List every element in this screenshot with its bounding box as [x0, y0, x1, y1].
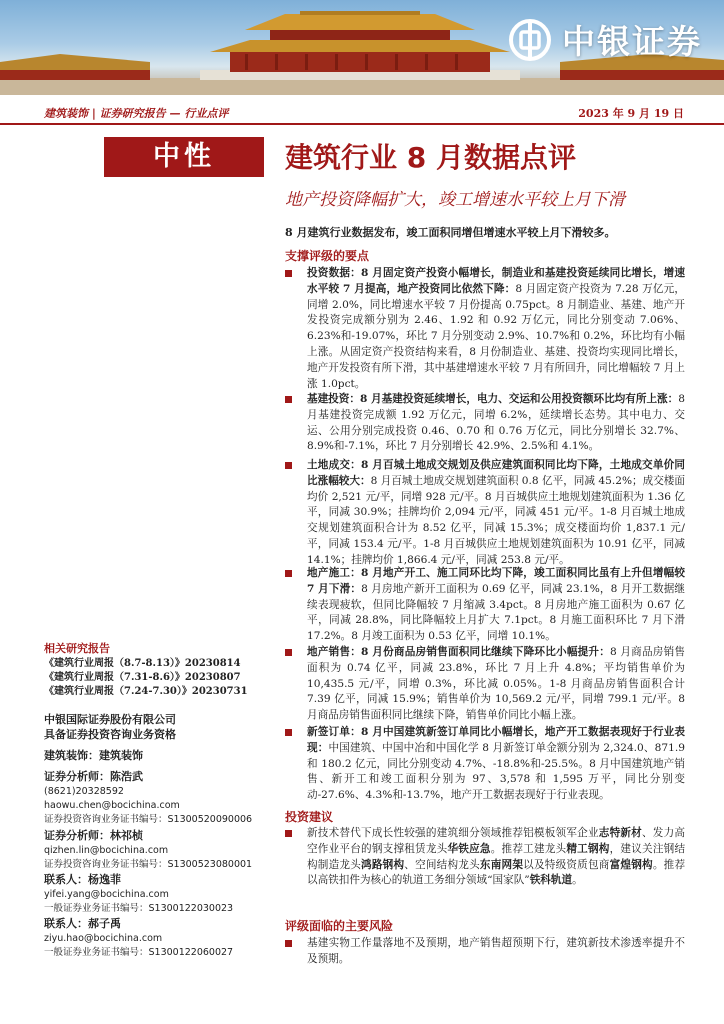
brand	[508, 16, 702, 63]
bullet-advice	[285, 826, 685, 889]
bullet-body: 8 月固定资产投资为 7.28 万亿元，同增 2.0%，同比增速水平较 7 月份提高 0.75pct。8 月制造业、基建、地产开发投资完成额分别为 2.46、1.92 和 0.92 万亿元，同比分别变动 7.06%、6.23%和-19.07%，环比 7 月分别变动 2.9%、10.7%和 0.2%，环比均有小幅上涨。从固定资产投资结构来看，8 月份制造业、基建、投资均实现同比增长，地产开发投资有所下滑，其中基建增速水平较 7 月有所回升，同比增幅较 7 月上涨 1.0pct。	[307, 282, 685, 390]
stock-name: 铁科轨道	[529, 874, 573, 887]
report-subtitle: 地产投资降幅扩大，竣工增速水平较上月下滑	[285, 190, 625, 210]
bullet-risk	[285, 936, 685, 968]
divider	[0, 123, 724, 125]
brand-name: 中银证券	[562, 22, 702, 61]
stock-name: 东南网架	[479, 858, 524, 871]
advice-text: ，建议关注钢结构制造龙头	[307, 842, 686, 871]
company-name: 中银国际证券股份有限公司	[44, 713, 176, 726]
report-summary: 8 月建筑行业数据发布，竣工面积同增但增速水平较上月下滑较多。	[285, 226, 616, 239]
advice-text: 。推荐以高铁扣件为核心的轨道工务细分领域“国家队”	[307, 858, 686, 887]
analyst-role: 证券分析师：林祁桢	[44, 829, 143, 842]
report-category: 建筑装饰 | 证券研究报告 — 行业点评	[44, 107, 229, 120]
sector-label: 建筑装饰：建筑装饰	[44, 749, 143, 762]
meta-bar	[44, 103, 684, 123]
advice-text: 、发力高空作业平台的钢支撑租赁龙头	[307, 827, 686, 855]
related-report-link[interactable]: 《建筑行业周报（7.24-7.30）》20230731	[44, 685, 248, 697]
bullet-sales	[285, 645, 685, 724]
bullet-square-icon	[285, 270, 292, 277]
bullet-head: 基建投资：8 月基建投资延续增长，电力、交运和公用投资额环比均有所上涨：	[307, 393, 679, 405]
sector-info	[44, 749, 274, 764]
bullet-body: 8 月基建投资完成额 1.92 万亿元，同增 6.2%，延续增长态势。其中电力、交运、公用分别完成投资 0.46、0.70 和 0.76 万亿元，同比分别增长 32.7%、8.9%和-7.1%，环比 7 月分别增长 42.9%、2.5%和 4.1%。	[307, 393, 685, 453]
contact-role: 联系人：杨逸菲	[44, 873, 121, 886]
bullet-orders	[285, 725, 685, 804]
contact-1	[44, 873, 274, 916]
contact-cert: 一般证券业务证书编号：S1300122060027	[44, 946, 234, 958]
advice-text: 。	[572, 874, 583, 887]
contact-email[interactable]: yifei.yang@bocichina.com	[44, 888, 169, 900]
header-banner	[0, 0, 724, 95]
related-head: 相关研究报告	[44, 642, 110, 655]
analyst-2	[44, 829, 274, 872]
advice-text: 以及特级资质包商	[523, 858, 610, 871]
bullet-infrastructure	[285, 392, 685, 455]
bullet-body: 8 月房地产新开工面积为 0.69 亿平，同减 23.1%，8 月开工数据继续表现疲软，但同比降幅较 7 月缩减 3.4pct。8 月房地产施工面积为 0.67 亿平，同减 28.8%，同比降幅较上月扩大 7.1pct。8 月施工面积环比 7 月下滑 17.2%。8 月竣工面积为 0.53 亿平，同增 10.1%。	[307, 582, 686, 643]
analyst-1	[44, 770, 274, 827]
bullet-investment	[285, 266, 685, 392]
related-report-link[interactable]: 《建筑行业周报（7.31-8.6）》20230807	[44, 671, 241, 683]
stock-name: 鸿路钢构	[361, 858, 405, 871]
bullet-head: 新签订单：8 月中国建筑新签订单同比小幅增长，地产开工数据表现好于行业表现：	[307, 726, 685, 754]
contact-2	[44, 917, 274, 960]
stock-name: 富煌钢构	[609, 858, 653, 871]
bullet-head: 土地成交：8 月百城土地成交规划及供应建筑面积同比均下降，土地成交单价同比涨幅较大：	[307, 459, 685, 487]
bullet-construction	[285, 566, 685, 645]
related-report-link[interactable]: 《建筑行业周报（8.7-8.13）》20230814	[44, 657, 241, 669]
contact-email[interactable]: ziyu.hao@bocichina.com	[44, 932, 163, 944]
section-head-risk: 评级面临的主要风险	[285, 919, 394, 933]
bullet-square-icon	[285, 396, 292, 403]
analyst-cert: 证券投资咨询业务证书编号：S1300523080001	[44, 858, 253, 870]
bullet-square-icon	[285, 462, 292, 469]
company-info	[44, 713, 274, 742]
bank-of-china-logo-icon	[508, 18, 552, 62]
report-date: 2023 年 9 月 19 日	[578, 107, 684, 120]
bullet-body: 中国建筑、中国中冶和中国化学 8 月新签订单金额分别为 2,324.0、871.9 和 180.2 亿元，同比分别变动 4.7%、-18.8%和-25.5%。8 月中国建筑地产销售、新开工和竣工面积分别为 97、3,578 和 1,595 万平，同比分别变动-27.6%、4.3%和-13.7%，地产开工数据表现好于行业表现。	[307, 741, 685, 802]
rating-badge: 中性	[104, 137, 264, 177]
related-reports	[44, 642, 274, 699]
bullet-head: 投资数据：8 月固定资产投资小幅增长，制造业和基建投资延续同比增长，增速水平较 7 月提高，地产投资同比依然下降：	[307, 267, 685, 295]
bullet-land	[285, 458, 685, 569]
contact-cert: 一般证券业务证书编号：S1300122030023	[44, 902, 234, 914]
bullet-square-icon	[285, 729, 292, 736]
bullet-body: 8 月商品房销售面积为 0.74 亿平，同减 23.8%，环比 7 月上升 4.8%；平均销售单价为 10,435.5 元/平，同增 0.3%，环比减 0.05%。1-8 月商品房销售面积合计 7.39 亿平，同减 15.9%；销售单价为 10,569.2 元/平，同增 799.1 元/平。8 月商品房销售面积同比继续下降，销售单价同比小幅上涨。	[307, 646, 685, 722]
section-head-support: 支撑评级的要点	[285, 249, 370, 263]
company-license: 具备证券投资咨询业务资格	[44, 727, 176, 741]
stock-name: 志特新材	[598, 827, 642, 839]
bullet-square-icon	[285, 570, 292, 577]
advice-text: 新技术替代下成长性较强的建筑细分领域推荐铝模板领军企业	[307, 827, 599, 839]
advice-text: 。推荐工建龙头	[490, 842, 567, 855]
stock-name: 精工钢构	[566, 842, 610, 855]
bullet-square-icon	[285, 649, 292, 656]
analyst-email[interactable]: haowu.chen@bocichina.com	[44, 799, 180, 811]
bullet-body: 8 月百城土地成交规划建筑面积 0.8 亿平，同减 45.2%；成交楼面均价 2,521 元/平，同增 928 元/平。8 月百城供应土地规划建筑面积为 1.36 亿平，同减 30.9%；挂牌均价 2,094 元/平，同减 451 元/平。1-8 月百城土地成交规划建筑面积合计为 8.52 亿平，同减 15.3%；成交楼面均价 1,837.1 元/平，同减 153.4 元/平。1-8 月百城供应土地规划建筑面积为 10.91 亿平，同减 14.1%；挂牌均价 1,866.4 元/平，同减 253.8 元/平。	[307, 474, 685, 566]
analyst-cert: 证券投资咨询业务证书编号：S1300520090006	[44, 813, 253, 825]
bullet-head: 地产销售：8 月份商品房销售面积同比继续下降环比小幅提升：	[307, 646, 611, 658]
bullet-square-icon	[285, 940, 292, 947]
analyst-role: 证券分析师：陈浩武	[44, 770, 143, 783]
analyst-phone: (8621)20328592	[44, 785, 124, 797]
risk-text: 基建实物工作量落地不及预期，地产销售超预期下行，建筑新技术渗透率提升不及预期。	[307, 937, 685, 965]
analyst-email[interactable]: qizhen.lin@bocichina.com	[44, 844, 169, 856]
bullet-head: 地产施工：8 月地产开工、施工同环比均下降，竣工面积同比虽有上升但增幅较 7 月下滑：	[307, 567, 685, 595]
bullet-square-icon	[285, 830, 292, 837]
advice-text: 、空间结构龙头	[404, 858, 480, 871]
section-head-advice: 投资建议	[285, 810, 334, 824]
stock-name: 华铁应急	[447, 842, 491, 855]
contact-role: 联系人：郝子禹	[44, 917, 121, 930]
report-title: 建筑行业 8 月数据点评	[285, 141, 576, 174]
